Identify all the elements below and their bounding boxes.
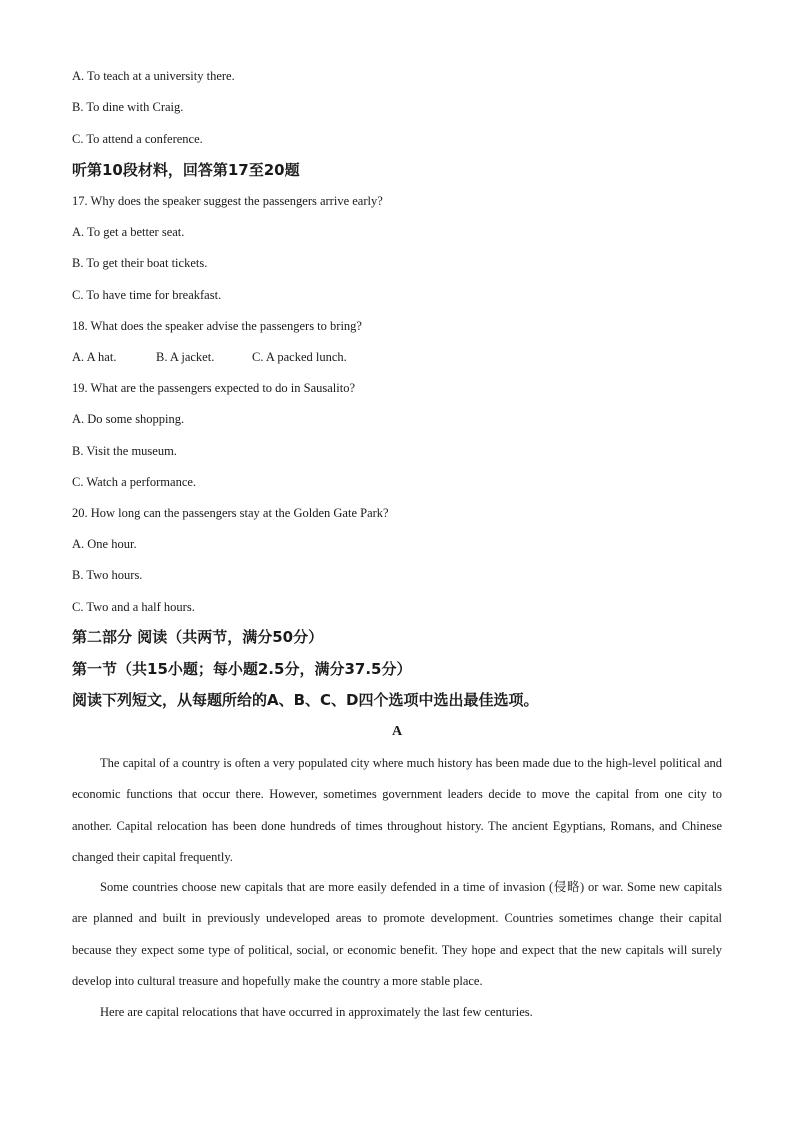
q18-question: 18. What does the speaker advise the passengers to bring? [72,319,362,333]
q17-question: 17. Why does the speaker suggest the passengers arrive early? [72,194,383,208]
q18-option-b: B. A jacket. [156,350,215,364]
q19-option-b: B. Visit the museum. [72,444,177,458]
q16-option-a: A. To teach at a university there. [72,69,235,83]
passage-paragraph-1: The capital of a country is often a very populated city where much history has been made due to the high-level political and economic functions that occur there. However, sometimes government leaders decide to move the capital from one city to another. Capital relocation has been done hundreds of times throughout history. The ancient Egyptians, Romans, and Chinese changed their capital frequently. [72,756,722,864]
q19-option-c: C. Watch a performance. [72,475,197,489]
q18-options [72,349,347,365]
q18-option-c: C. A packed lunch. [252,350,347,364]
q18-option-a: A. A hat. [72,350,117,364]
q20-option-c: C. Two and a half hours. [72,600,195,614]
reading-instruction: 阅读下列短文，从每题所给的A、B、C、D四个选项中选出最佳选项。 [72,691,539,709]
section10-heading: 听第10段材料，回答第17至20题 [72,161,300,179]
passage-label: A [391,724,403,739]
q17-option-b: B. To get their boat tickets. [72,256,208,270]
q19-question: 19. What are the passengers expected to do in Sausalito? [72,381,356,395]
q17-option-c: C. To have time for breakfast. [72,288,222,302]
part2-heading: 第二部分 阅读（共两节，满分50分） [72,628,324,646]
section1-heading: 第一节（共15小题；每小题2.5分，满分37.5分） [72,660,412,678]
q17-option-a: A. To get a better seat. [72,225,185,239]
q19-option-a: A. Do some shopping. [72,412,185,426]
q20-question: 20. How long can the passengers stay at the Golden Gate Park? [72,506,389,520]
passage-paragraph-2: Some countries choose new capitals that are more easily defended in a time of invasion (侵略) or war. Some new capitals are planned and built in previously undeveloped areas to promote development. Countries sometimes change their capital because they expect some type of political, social, or economic benefit. They hope and expect that the new capitals will surely develop into cultural treasure and hopefully make the country a more stable place. [72,880,722,988]
q20-option-a: A. One hour. [72,537,137,551]
q16-option-b: B. To dine with Craig. [72,100,184,114]
q20-option-b: B. Two hours. [72,568,143,582]
passage-paragraph-3: Here are capital relocations that have occurred in approximately the last few centuries. [100,1005,533,1019]
q16-option-c: C. To attend a conference. [72,132,203,146]
